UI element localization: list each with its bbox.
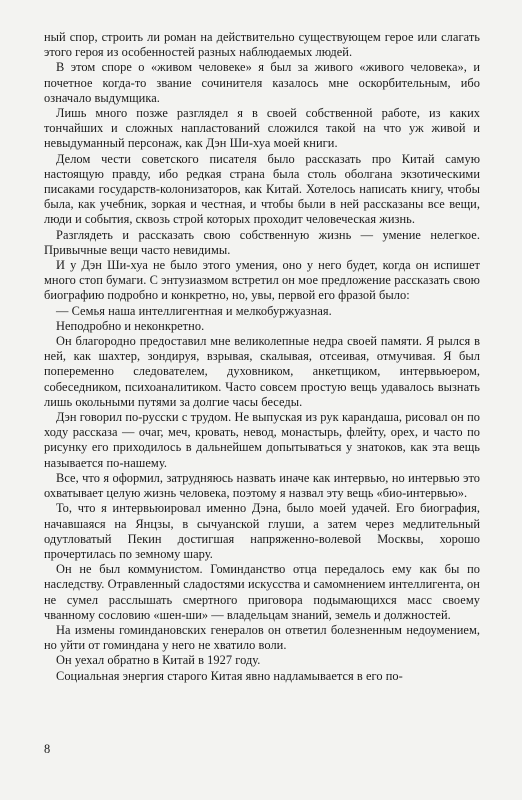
paragraph: Делом чести советского писателя было рассказать про Китай самую настоящую правду, ибо редкая страна была столь оболгана экзотическими писаками государств-колонизаторов, как Китай. Хотелось написать книгу, чтобы была, как учебник, зоркая и честная, и чтобы были в ней рассказаны все вещи, люди и события, сквозь строй которых проходит человеческая жизнь. xyxy=(44,151,480,227)
paragraph: На измены гоминдановских генералов он ответил болезненным недоумением, но уйти от гоминдана у него не хватило воли. xyxy=(44,622,480,653)
paragraph: И у Дэн Ши-хуа не было этого умения, оно у него будет, когда он испишет много стоп бумаги. С энтузиазмом встретил он мое предложение рассказать свою биографию подробно и конкретно, но, увы, первой его фразой было: xyxy=(44,258,480,303)
paragraph: Дэн говорил по-русски с трудом. Не выпуская из рук карандаша, рисовал он по ходу рассказа — очаг, меч, кровать, невод, монастырь, флейту, орех, и часто по рисунку его приходилось в дальнейшем допытываться у знатоков, как эта вещь называется по-нашему. xyxy=(44,410,480,470)
paragraph: Он уехал обратно в Китай в 1927 году. xyxy=(56,653,261,668)
paragraph: Он благородно предоставил мне великолепные недра своей памяти. Я рылся в ней, как шахтер, зондируя, взрывая, скалывая, отсеивая, отмучивая. Я был попеременно следователем, духовником, анкетщиком, интервьюером, собеседником, психоаналитиком. Часто совсем простую вещь удавалось вызнать лишь окольными путями за долгие часы беседы. xyxy=(44,334,480,409)
paragraph: В этом споре о «живом человеке» я был за живого «живого человека», и почетное когда-то звание сочинителя казалось мне оскорбительным, ибо означало выдумщика. xyxy=(44,60,480,105)
paragraph: То, что я интервьюировал именно Дэна, было моей удачей. Его биография, начавшаяся на Янцзы, в сычуанской глуши, а затем через медлительный одутловатый Пекин достигшая напряженно-волевой Москвы, хорошо прочертилась по земному шару. xyxy=(44,501,480,561)
paragraph: — Семья наша интеллигентная и мелкобуржуазная. xyxy=(56,303,332,318)
paragraph: Социальная энергия старого Китая явно надламывается в его по- xyxy=(56,668,403,683)
paragraph: Все, что я оформил, затрудняюсь назвать иначе как интервью, но интервью это охватывает целую жизнь человека, поэтому я назвал эту вещь «био-интервью». xyxy=(44,470,480,501)
body-text xyxy=(44,30,480,684)
paragraph: ный спор, строить ли роман на действительно существующем герое или слагать этого героя из особенностей разных наблюдаемых людей. xyxy=(44,30,480,60)
paragraph: Он не был коммунистом. Гоминданство отца передалось ему как бы по наследству. Отравленный сладостями искусства и самомнением интеллигента, он не сумел расслышать смертного приговора подымающихся масс своему чванному сословию «шен-ши» — владельцам знаний, земель и должностей. xyxy=(44,562,480,622)
paragraph: Разглядеть и рассказать свою собственную жизнь — умение нелегкое. Привычные вещи часто невидимы. xyxy=(44,227,480,257)
paragraph: Лишь много позже разглядел я в своей собственной работе, из каких тончайших и сложных напластований сложился такой на что уж живой и невыдуманный персонаж, как Дэн Ши-хуа моей книги. xyxy=(44,106,480,151)
page-number: 8 xyxy=(44,742,51,756)
paragraph: Неподробно и неконкретно. xyxy=(56,318,205,333)
